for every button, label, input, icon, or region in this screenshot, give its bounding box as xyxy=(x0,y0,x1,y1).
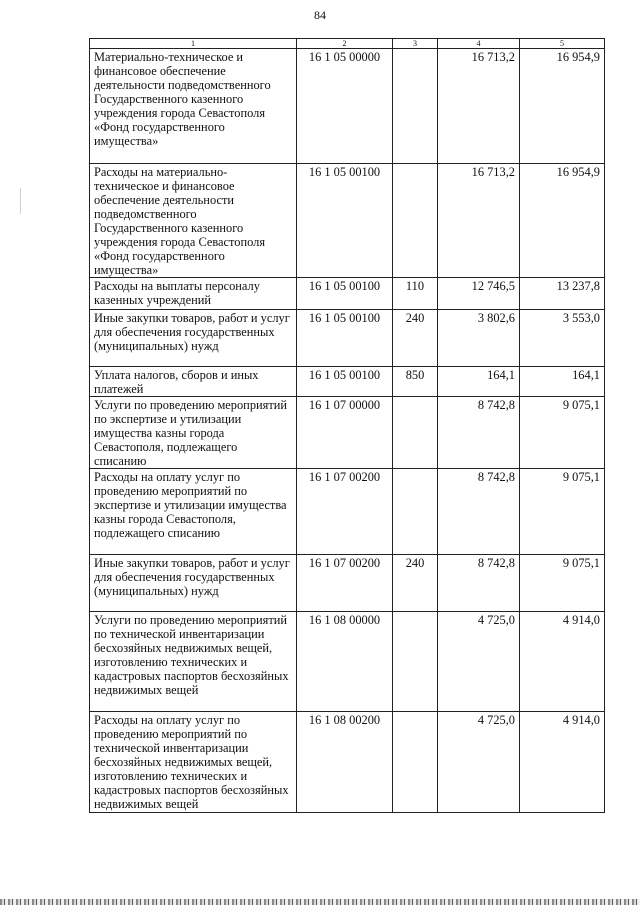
row-sum-2: 164,1 xyxy=(520,367,605,397)
row-expense-type: 240 xyxy=(393,310,438,367)
table-row xyxy=(90,164,605,278)
column-header-sum-2: 5 xyxy=(520,39,605,49)
row-sum-2: 9 075,1 xyxy=(520,397,605,469)
row-expense-type xyxy=(393,49,438,164)
row-name: Услуги по проведению мероприятий по технической инвентаризации бесхозяйных недвижимых вещей, изготовлению технических и кадастровых паспортов бесхозяйных недвижимых вещей xyxy=(90,612,297,712)
row-code: 16 1 08 00000 xyxy=(297,612,393,712)
row-code: 16 1 07 00000 xyxy=(297,397,393,469)
row-sum-2: 4 914,0 xyxy=(520,712,605,813)
scan-edge-artifact xyxy=(0,899,640,905)
column-header-expense-type: 3 xyxy=(393,39,438,49)
row-code: 16 1 05 00100 xyxy=(297,367,393,397)
row-code: 16 1 05 00100 xyxy=(297,278,393,310)
row-code: 16 1 07 00200 xyxy=(297,555,393,612)
row-sum-1: 8 742,8 xyxy=(438,397,520,469)
table-row xyxy=(90,49,605,164)
scan-artifact xyxy=(20,188,21,214)
table-row xyxy=(90,397,605,469)
row-expense-type xyxy=(393,612,438,712)
row-sum-2: 16 954,9 xyxy=(520,49,605,164)
row-name: Иные закупки товаров, работ и услуг для обеспечения государственных (муниципальных) нужд xyxy=(90,555,297,612)
row-code: 16 1 07 00200 xyxy=(297,469,393,555)
table-header-row xyxy=(90,39,605,49)
row-sum-1: 4 725,0 xyxy=(438,612,520,712)
column-header-name: 1 xyxy=(90,39,297,49)
row-sum-2: 13 237,8 xyxy=(520,278,605,310)
row-sum-1: 16 713,2 xyxy=(438,49,520,164)
row-name: Расходы на выплаты персоналу казенных учреждений xyxy=(90,278,297,310)
row-sum-1: 12 746,5 xyxy=(438,278,520,310)
row-name: Расходы на материально-техническое и финансовое обеспечение деятельности подведомственного Государственного казенного учреждения города Севастополя «Фонд государственного имущества» xyxy=(90,164,297,278)
table-row xyxy=(90,712,605,813)
row-sum-1: 4 725,0 xyxy=(438,712,520,813)
row-sum-2: 3 553,0 xyxy=(520,310,605,367)
column-header-sum-1: 4 xyxy=(438,39,520,49)
row-expense-type xyxy=(393,469,438,555)
row-expense-type xyxy=(393,712,438,813)
row-expense-type: 240 xyxy=(393,555,438,612)
row-sum-2: 16 954,9 xyxy=(520,164,605,278)
page-number: 84 xyxy=(314,8,326,22)
row-expense-type xyxy=(393,164,438,278)
row-sum-2: 9 075,1 xyxy=(520,469,605,555)
table-row xyxy=(90,612,605,712)
row-sum-1: 8 742,8 xyxy=(438,469,520,555)
row-sum-1: 3 802,6 xyxy=(438,310,520,367)
column-header-code: 2 xyxy=(297,39,393,49)
row-name: Материально-техническое и финансовое обеспечение деятельности подведомственного Государственного казенного учреждения города Севастополя «Фонд государственного имущества» xyxy=(90,49,297,164)
row-code: 16 1 05 00100 xyxy=(297,164,393,278)
row-sum-2: 4 914,0 xyxy=(520,612,605,712)
row-sum-2: 9 075,1 xyxy=(520,555,605,612)
table-row xyxy=(90,367,605,397)
table-row xyxy=(90,278,605,310)
row-expense-type xyxy=(393,397,438,469)
table-row xyxy=(90,555,605,612)
budget-table xyxy=(89,38,605,813)
row-sum-1: 164,1 xyxy=(438,367,520,397)
table-row xyxy=(90,469,605,555)
row-code: 16 1 05 00000 xyxy=(297,49,393,164)
row-sum-1: 8 742,8 xyxy=(438,555,520,612)
row-expense-type: 850 xyxy=(393,367,438,397)
row-code: 16 1 08 00200 xyxy=(297,712,393,813)
row-name: Расходы на оплату услуг по проведению мероприятий по экспертизе и утилизации имущества казны города Севастополя, подлежащего списанию xyxy=(90,469,297,555)
row-expense-type: 110 xyxy=(393,278,438,310)
row-name: Иные закупки товаров, работ и услуг для обеспечения государственных (муниципальных) нужд xyxy=(90,310,297,367)
row-sum-1: 16 713,2 xyxy=(438,164,520,278)
table-row xyxy=(90,310,605,367)
row-name: Уплата налогов, сборов и иных платежей xyxy=(90,367,297,397)
row-name: Услуги по проведению мероприятий по экспертизе и утилизации имущества казны города Севастополя, подлежащего списанию xyxy=(90,397,297,469)
row-code: 16 1 05 00100 xyxy=(297,310,393,367)
row-name: Расходы на оплату услуг по проведению мероприятий по технической инвентаризации бесхозяйных недвижимых вещей, изготовлению технических и кадастровых паспортов бесхозяйных недвижимых вещей xyxy=(90,712,297,813)
